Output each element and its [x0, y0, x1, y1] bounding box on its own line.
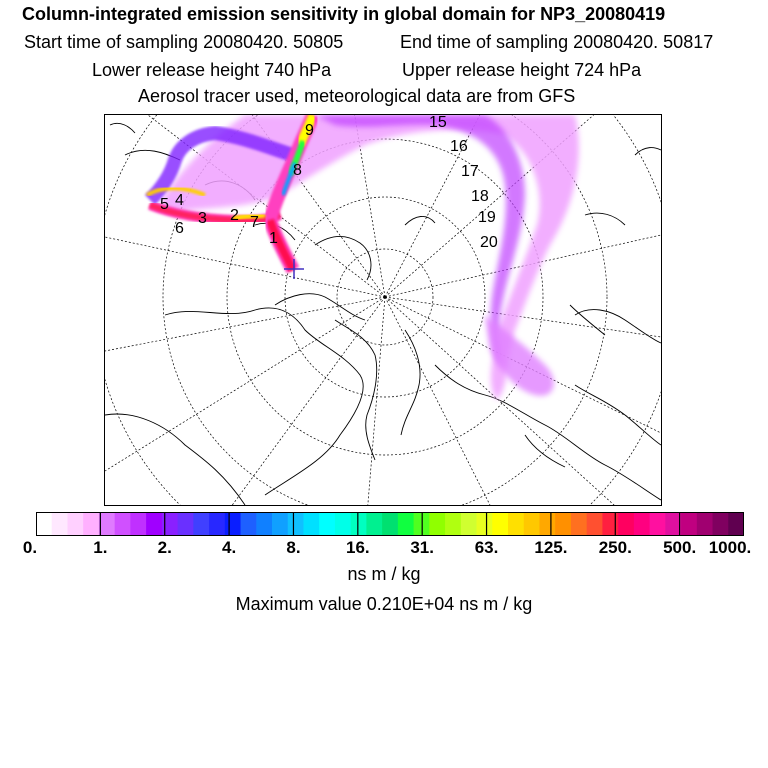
day-label-4: 4 — [175, 192, 184, 209]
colorbar-swatch — [571, 512, 587, 536]
colorbar-tick-label: 0. — [22, 538, 38, 557]
colorbar-swatch — [587, 512, 603, 536]
chart-title: Column-integrated emission sensitivity in global domain for NP3_20080419 — [22, 4, 666, 24]
colorbar-swatch — [445, 512, 461, 536]
colorbar-swatch — [429, 512, 445, 536]
colorbar-tick-label: 63. — [474, 538, 499, 557]
day-label-2: 2 — [230, 207, 239, 224]
colorbar-swatch — [492, 512, 508, 536]
colorbar-swatch — [288, 512, 304, 536]
colorbar-swatch — [366, 512, 382, 536]
day-label-5: 5 — [160, 196, 169, 213]
day-label-7: 7 — [250, 214, 259, 231]
colorbar-swatch — [319, 512, 335, 536]
max-value-label: Maximum value 0.210E+04 ns m / kg — [235, 594, 533, 614]
colorbar-tick-label: 16. — [345, 538, 370, 557]
colorbar-tick-label: 2. — [157, 538, 172, 557]
colorbar-swatch — [67, 512, 83, 536]
start-time-label: Start time of sampling 20080420. 50805 — [24, 32, 344, 52]
day-label-8: 8 — [293, 162, 302, 179]
colorbar-tick-label: 4. — [221, 538, 237, 557]
colorbar-swatch — [697, 512, 713, 536]
colorbar-swatch — [130, 512, 146, 536]
colorbar-swatch — [713, 512, 729, 536]
colorbar-swatch — [256, 512, 272, 536]
colorbar-swatch — [382, 512, 398, 536]
colorbar-swatch — [178, 512, 194, 536]
colorbar-swatch — [618, 512, 634, 536]
map-canvas — [105, 115, 661, 505]
release-heights — [92, 60, 768, 81]
lower-release-label: Lower release height 740 hPa — [92, 60, 332, 80]
colorbar-swatch — [36, 512, 52, 536]
colorbar-unit: ns m / kg — [347, 564, 421, 584]
colorbar-swatch — [272, 512, 288, 536]
colorbar-swatch — [555, 512, 571, 536]
colorbar-tick-label: 1000. — [708, 538, 752, 557]
upper-release-label: Upper release height 724 hPa — [402, 60, 642, 80]
colorbar-swatch — [52, 512, 68, 536]
day-label-17: 17 — [461, 163, 479, 180]
tracer-info: Aerosol tracer used, meteorological data are from GFS — [138, 86, 576, 106]
colorbar-swatch — [539, 512, 555, 536]
colorbar-tick-label: 125. — [534, 538, 568, 557]
day-label-18: 18 — [471, 188, 489, 205]
colorbar-swatch — [728, 512, 744, 536]
colorbar-swatch — [524, 512, 540, 536]
colorbar-tick-label: 250. — [598, 538, 632, 557]
day-label-19: 19 — [478, 209, 496, 226]
day-label-9: 9 — [305, 122, 314, 139]
map-panel — [104, 114, 662, 506]
day-label-20: 20 — [480, 234, 498, 251]
colorbar-swatch — [634, 512, 650, 536]
colorbar — [36, 512, 744, 536]
day-label-1: 1 — [269, 230, 278, 247]
sampling-times — [24, 32, 768, 53]
colorbar-swatch — [115, 512, 131, 536]
day-label-6: 6 — [175, 220, 184, 237]
colorbar-swatch — [508, 512, 524, 536]
colorbar-swatch — [461, 512, 477, 536]
end-time-label: End time of sampling 20080420. 50817 — [400, 32, 714, 52]
colorbar-swatch — [477, 512, 493, 536]
colorbar-swatch — [99, 512, 115, 536]
colorbar-swatch — [146, 512, 162, 536]
colorbar-swatch — [681, 512, 697, 536]
colorbar-swatch — [335, 512, 351, 536]
day-label-16: 16 — [450, 138, 468, 155]
emission-plume — [147, 115, 579, 400]
day-label-15: 15 — [429, 115, 447, 131]
colorbar-swatch — [193, 512, 209, 536]
colorbar-swatch — [351, 512, 367, 536]
colorbar-swatch — [225, 512, 241, 536]
colorbar-swatch — [602, 512, 618, 536]
colorbar-swatch — [83, 512, 99, 536]
colorbar-swatch — [241, 512, 257, 536]
colorbar-tick-label: 31. — [410, 538, 434, 557]
colorbar-swatch — [398, 512, 414, 536]
colorbar-swatch — [303, 512, 319, 536]
colorbar-swatch — [209, 512, 225, 536]
day-label-3: 3 — [198, 210, 207, 227]
colorbar-tick-label: 500. — [663, 538, 697, 557]
colorbar-tick-label: 8. — [286, 538, 301, 557]
colorbar-tick-label: 1. — [93, 538, 108, 557]
colorbar-swatch — [650, 512, 666, 536]
